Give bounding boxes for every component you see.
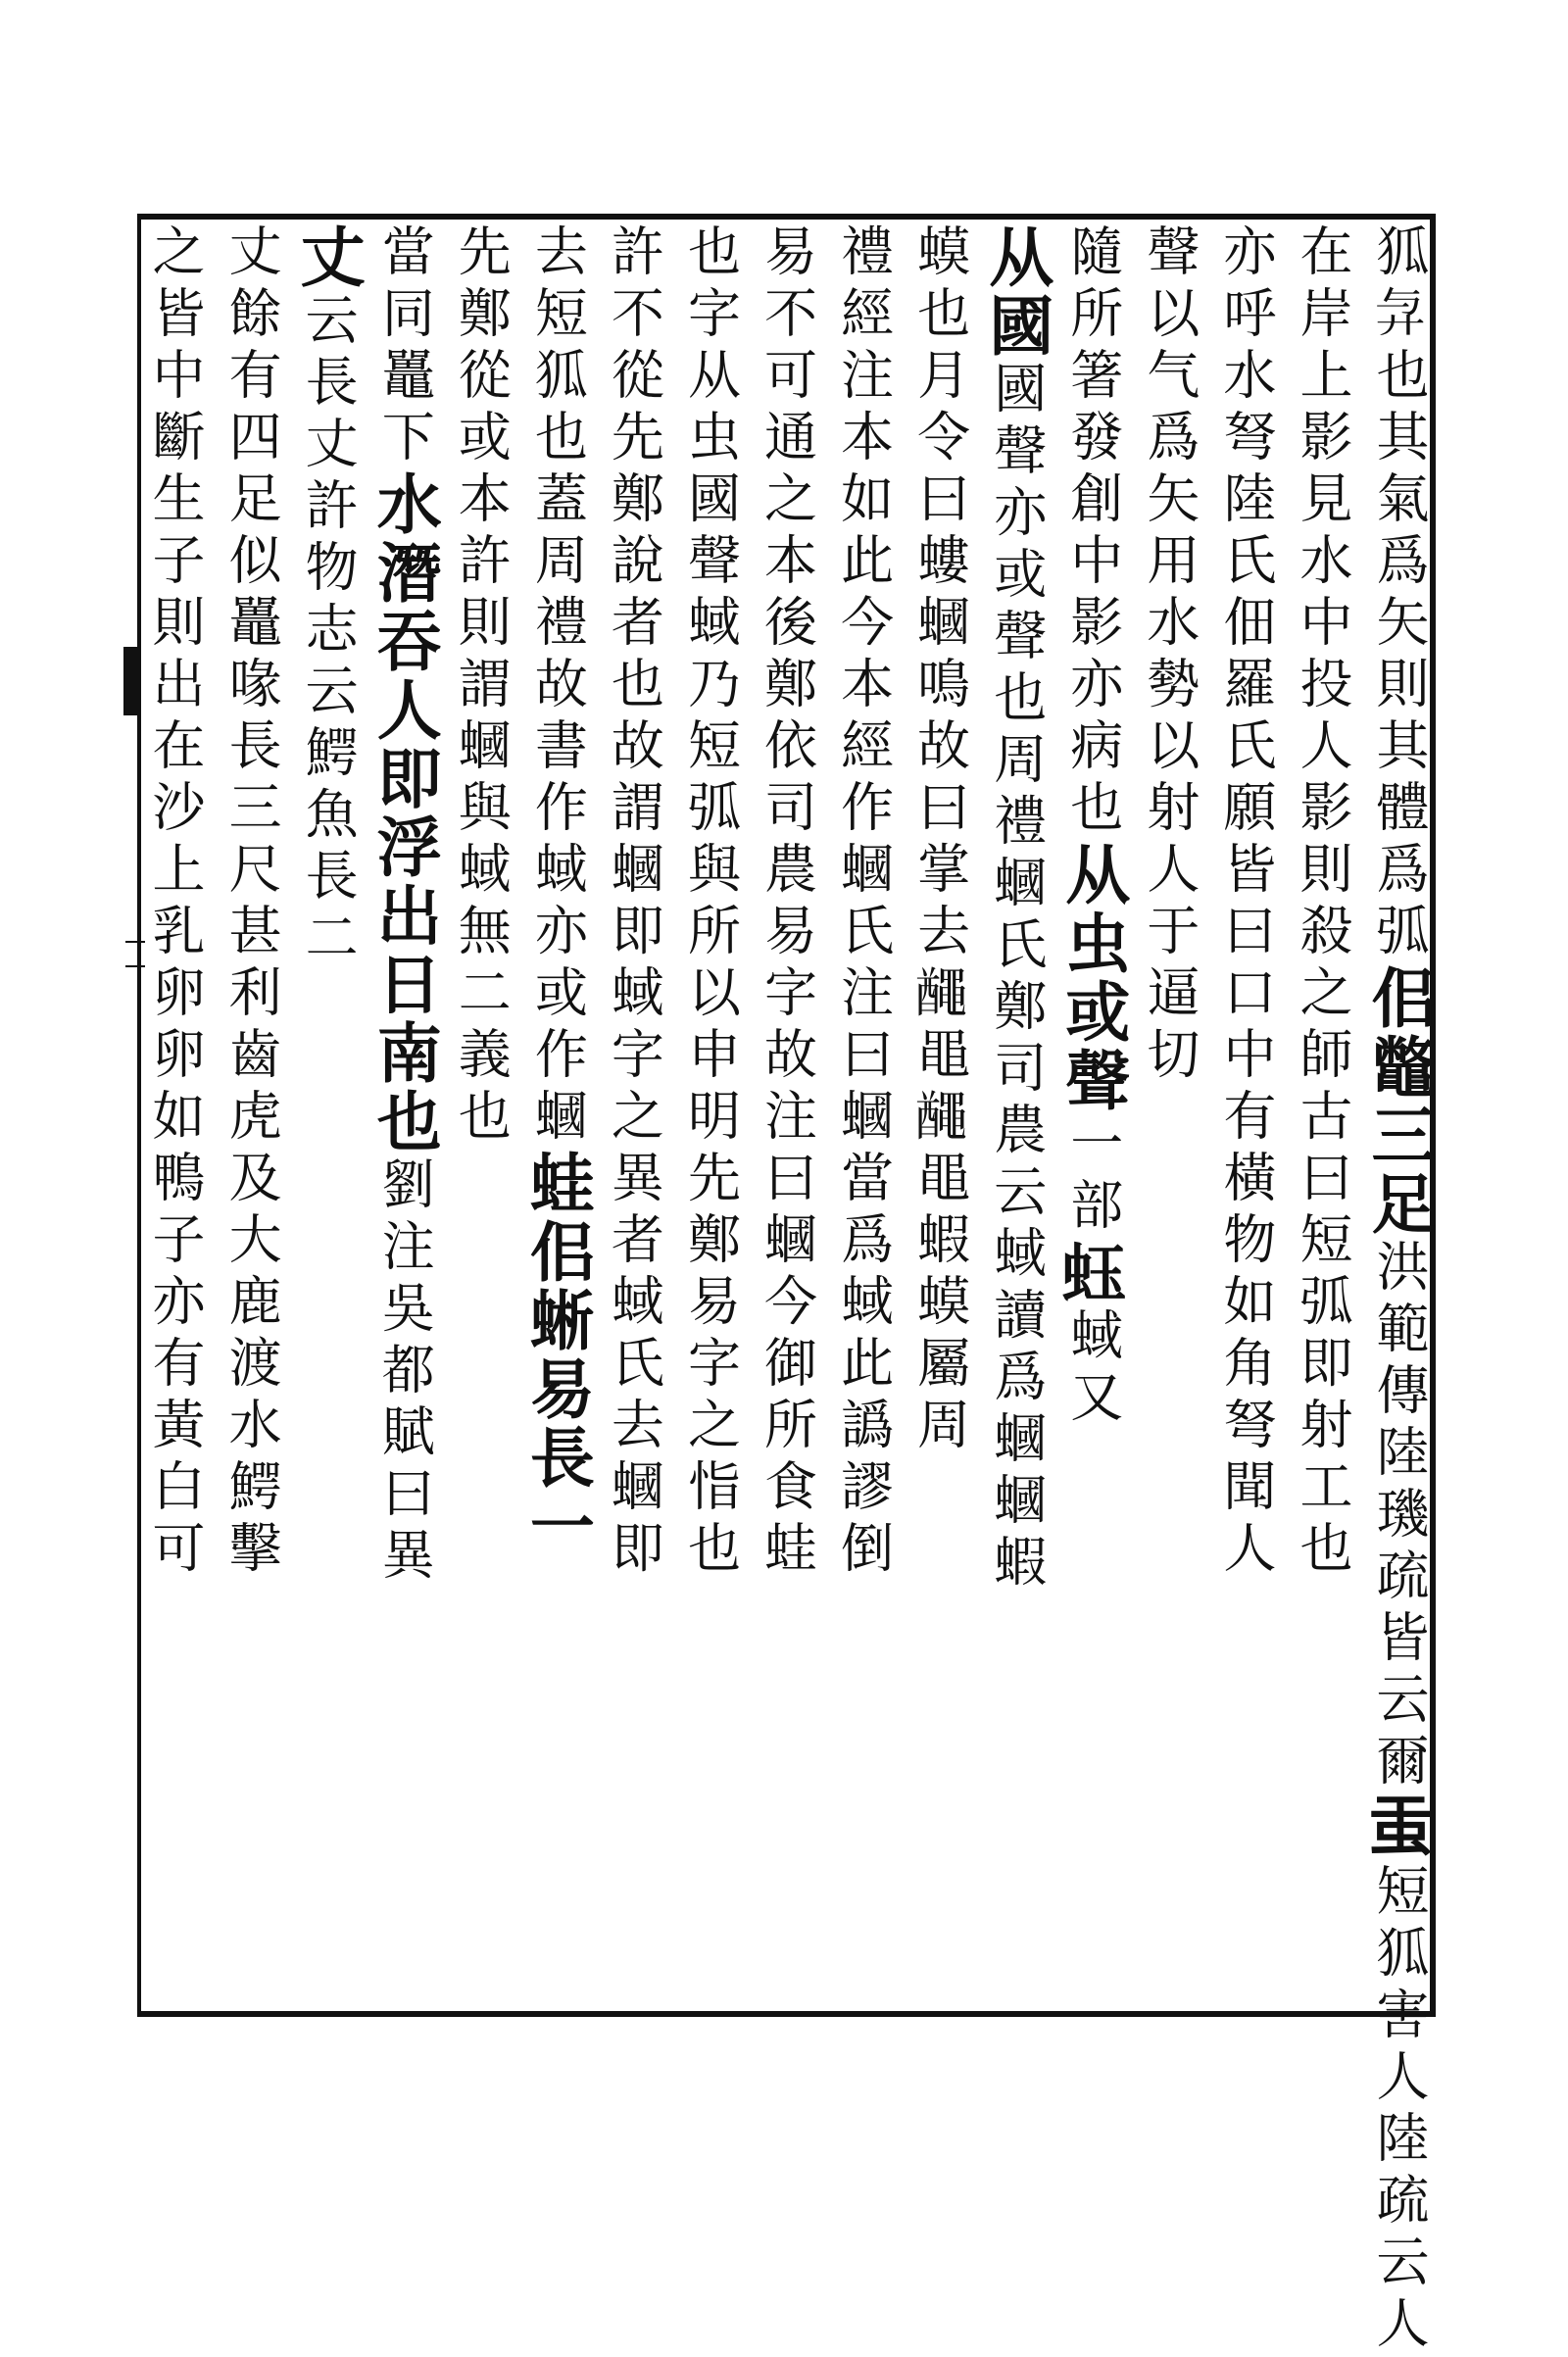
column-text: [832, 223, 895, 2007]
margin-tick: [125, 965, 145, 967]
headword-text: 从虫或聲: [1054, 841, 1131, 1115]
commentary-text: 也字从虫國聲蜮乃短弧與所以申明先鄭易字之恉也: [679, 223, 742, 1582]
commentary-text: 物志云鰐魚長二: [297, 539, 360, 971]
headword-text: 丈: [289, 223, 367, 292]
text-column: [1138, 223, 1200, 2007]
text-column: [602, 223, 664, 2007]
commentary-text: 國聲亦或聲也周禮蟈氏鄭司農云蜮讀爲蟈蟈蝦: [985, 361, 1048, 1596]
text-column: [977, 223, 1054, 2007]
text-column: [832, 223, 895, 2007]
text-column: [1054, 223, 1131, 2007]
column-text: [449, 223, 512, 2007]
headword-text: 佀蜥易長一: [518, 1218, 596, 1561]
commentary-text: 當同鼉下: [373, 223, 436, 470]
text-column: [756, 223, 818, 2007]
commentary-text: 丈餘有四足似鼉喙長三尺甚利齒虎及大鹿渡水鰐擊: [220, 223, 283, 1582]
commentary-text: 蜮又: [1061, 1307, 1124, 1431]
text-column: [143, 223, 206, 2007]
column-text: [1138, 223, 1200, 2007]
text-column: [1214, 223, 1277, 2007]
text-column: [366, 223, 443, 2007]
commentary-text: 云長丈許: [297, 292, 360, 539]
commentary-text: 隨所箸發創中影亦病也: [1061, 223, 1124, 841]
margin-tick: [125, 941, 145, 943]
column-text: [756, 223, 818, 2007]
column-text: [1291, 223, 1353, 2007]
text-column: [1291, 223, 1353, 2007]
commentary-text: 劉注吳都賦曰異: [373, 1156, 436, 1589]
commentary-text: 短狐害人陸疏云人: [1368, 1863, 1430, 2357]
headword-text: 从國: [977, 223, 1054, 361]
seal-script-glyph: 𧈫: [1360, 1794, 1437, 1863]
commentary-text: 亦呼水弩陸氏佃羅氏願皆曰口中有橫物如角弩聞人: [1214, 223, 1277, 1582]
commentary-text: 蟆也月令曰螻蟈鳴故曰掌去𪓰黽𪓰黽蝦蟆屬周: [908, 223, 971, 1458]
column-text: [518, 223, 596, 2007]
column-text: [143, 223, 206, 2007]
commentary-text: 一部: [1061, 1115, 1124, 1239]
commentary-text: 在岸上影見水中投人影則殺之師古曰短弧即射工也: [1291, 223, 1353, 1582]
text-column: [908, 223, 971, 2007]
column-text: [220, 223, 282, 2007]
commentary-text: 先鄭從或本許則謂蟈與蜮無二義也: [450, 223, 513, 1150]
text-column: [449, 223, 512, 2007]
column-text: [602, 223, 664, 2007]
column-text: [1054, 223, 1131, 2007]
headword-text: 水潛吞人即浮出日南也: [366, 470, 443, 1156]
column-text: [366, 223, 443, 2007]
text-column: [1360, 223, 1437, 2357]
headword-text: 佀鼈三足: [1360, 964, 1437, 1239]
commentary-text: 聲以气爲矢用水勢以射人于逼切: [1138, 223, 1200, 1088]
commentary-text: 之皆中斷生子則出在沙上乳卵卵如鴨子亦有黃白可: [144, 223, 206, 1582]
column-text: [289, 223, 367, 2007]
seal-script-glyph: 蛙: [518, 1150, 596, 1218]
column-text: [908, 223, 971, 2007]
column-text: [678, 223, 741, 2007]
commentary-text: 去短狐也蓋周禮故書作蜮亦或作蟈: [526, 223, 589, 1150]
commentary-text: 許不從先鄭說者也故謂蟈即蜮字之異者蜮氏去蟈即: [603, 223, 665, 1582]
text-columns: [143, 223, 1437, 2357]
column-text: [977, 223, 1054, 2007]
column-text: [1214, 223, 1277, 2007]
text-column: [289, 223, 367, 2007]
margin-mark: [123, 647, 137, 715]
text-column: [220, 223, 282, 2007]
seal-script-glyph: 𧉣: [1054, 1239, 1131, 1307]
text-column: [518, 223, 596, 2007]
commentary-text: 狐𢌱也其氣爲矢則其體爲弧: [1368, 223, 1430, 964]
text-column: [678, 223, 741, 2007]
commentary-text: 洪範傳陸璣疏皆云爾: [1368, 1239, 1430, 1794]
commentary-text: 禮經注本如此今本經作蟈氏注曰蟈當爲蜮此譌謬倒: [832, 223, 895, 1582]
commentary-text: 易不可通之本後鄭依司農易字故注曰蟈今御所食蛙: [756, 223, 818, 1582]
column-text: [1360, 223, 1437, 2357]
